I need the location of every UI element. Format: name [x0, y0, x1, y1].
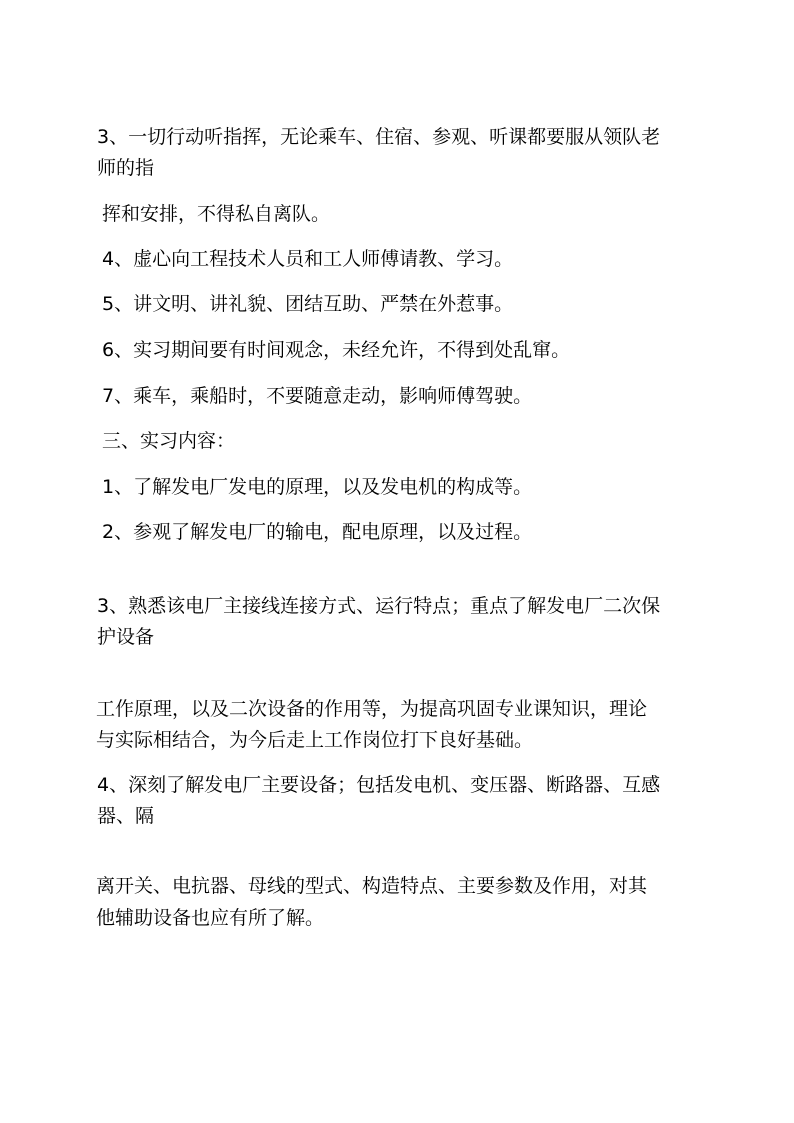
text-line: 3、一切行动听指挥，无论乘车、住宿、参观、听课都要服从领队老	[97, 126, 661, 148]
text-line: 6、实习期间要有时间观念，未经允许，不得到处乱窜。	[102, 339, 571, 361]
text-line: 师的指	[97, 157, 155, 179]
section-heading: 三、实习内容：	[102, 430, 236, 452]
text-line: 4、深刻了解发电厂主要设备；包括发电机、变压器、断路器、互感	[97, 774, 661, 796]
text-line: 5、讲文明、讲礼貌、团结互助、严禁在外惹事。	[102, 293, 514, 315]
text-line: 器、隔	[97, 805, 155, 827]
text-line: 挥和安排，不得私自离队。	[102, 203, 331, 225]
text-line: 工作原理，以及二次设备的作用等，为提高巩固专业课知识，理论	[96, 698, 648, 720]
text-line: 4、虚心向工程技术人员和工人师傅请教、学习。	[102, 248, 514, 270]
text-line: 护设备	[97, 626, 155, 648]
text-line: 3、熟悉该电厂主接线连接方式、运行特点；重点了解发电厂二次保	[97, 595, 661, 617]
text-line: 7、乘车，乘船时，不要随意走动，影响师傅驾驶。	[102, 385, 533, 407]
text-line: 离开关、电抗器、母线的型式、构造特点、主要参数及作用，对其	[96, 875, 648, 897]
text-line: 与实际相结合，为今后走上工作岗位打下良好基础。	[96, 729, 534, 751]
text-line: 2、参观了解发电厂的输电，配电原理，以及过程。	[102, 521, 533, 543]
text-line: 1、了解发电厂发电的原理，以及发电机的构成等。	[102, 476, 533, 498]
text-line: 他辅助设备也应有所了解。	[96, 907, 325, 929]
